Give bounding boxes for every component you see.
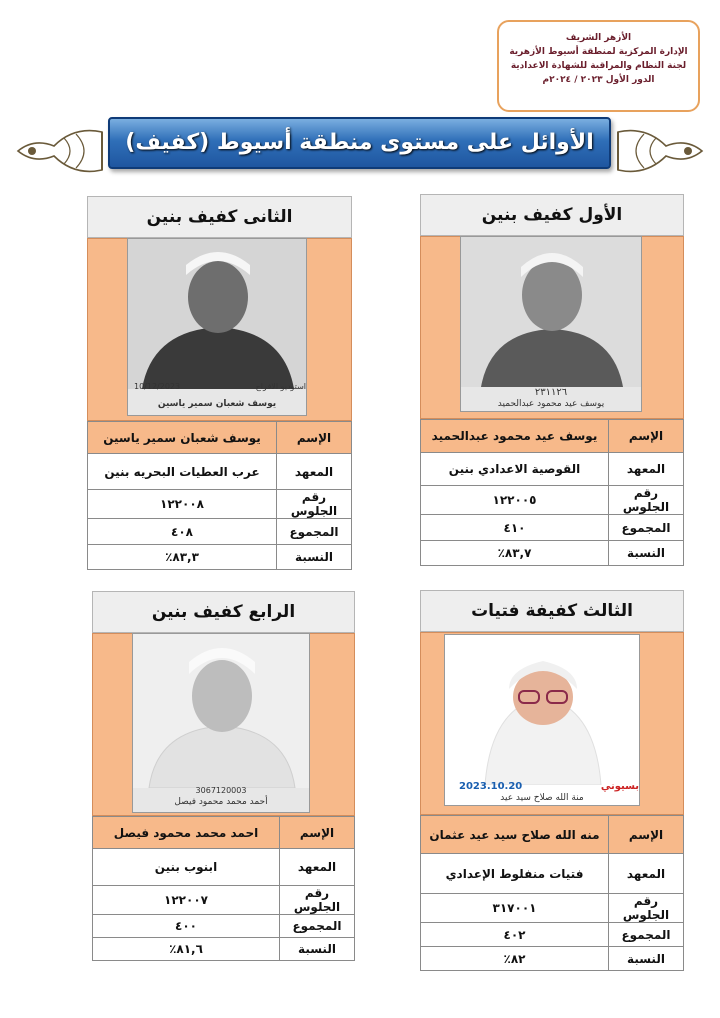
- institute-value: فتيات منفلوط الإعدادي: [421, 854, 609, 894]
- label-percent: النسبة: [277, 545, 352, 570]
- card-first-boys: [420, 194, 684, 564]
- photo-number: ٢٣١١٢٦: [534, 387, 568, 398]
- photo-caption: يوسف عيد محمود عبدالحميد: [497, 399, 605, 409]
- label-total: المجموع: [277, 519, 352, 545]
- total-value: ٤١٠: [421, 515, 609, 541]
- label-institute: المعهد: [609, 854, 684, 894]
- person-portrait-icon: [128, 239, 307, 389]
- label-name: الإسم: [277, 422, 352, 454]
- right-ornament-icon: [614, 118, 706, 184]
- card-third-girls: [420, 590, 684, 966]
- percent-value: ٨٢٪: [421, 947, 609, 971]
- stamp-line-3: لجنة النظام والمراقبة للشهادة الاعدادية: [510, 61, 687, 71]
- label-total: المجموع: [280, 915, 355, 938]
- label-total: المجموع: [609, 515, 684, 541]
- student-name: يوسف عيد محمود عبدالحميد: [421, 420, 609, 453]
- label-percent: النسبة: [609, 541, 684, 566]
- seat-value: ١٢٢٠٠٥: [421, 486, 609, 515]
- stamp-line-2: الإدارة المركزية لمنطقة أسيوط الأزهرية: [509, 47, 688, 57]
- card-second-boys: [87, 196, 352, 566]
- card-title: الثالث كفيفة فتيات: [420, 590, 684, 632]
- total-value: ٤٠٢: [421, 923, 609, 947]
- label-name: الإسم: [609, 816, 684, 854]
- photo-caption: منة الله صلاح سيد عيد: [500, 793, 584, 803]
- info-table: [420, 419, 684, 566]
- photo-date: 2023.10.20: [459, 781, 523, 792]
- percent-value: ٨٣,٧٪: [421, 541, 609, 566]
- student-name: احمد محمد محمود فيصل: [93, 817, 280, 849]
- student-photo: [132, 633, 310, 813]
- photo-stamp: استوديو الافراح: [255, 382, 306, 391]
- card-fourth-boys: [92, 591, 355, 961]
- stamp-line-1: الأزهر الشريف: [565, 33, 632, 43]
- label-name: الإسم: [280, 817, 355, 849]
- photo-number: 3067120003: [195, 786, 247, 795]
- total-value: ٤٠٨: [88, 519, 277, 545]
- card-title: الثانى كفيف بنين: [87, 196, 352, 238]
- label-seat: رقم الجلوس: [609, 486, 684, 515]
- label-total: المجموع: [609, 923, 684, 947]
- student-name: منه الله صلاح سيد عيد عثمان: [421, 816, 609, 854]
- photo-stamp: بسيوني: [600, 781, 639, 792]
- institute-value: ابنوب بنين: [93, 849, 280, 886]
- seat-value: ٣١٧٠٠١: [421, 894, 609, 923]
- header-stamp: [497, 20, 700, 112]
- student-photo: [444, 634, 640, 806]
- person-portrait-icon: [445, 635, 640, 785]
- label-institute: المعهد: [609, 453, 684, 486]
- label-percent: النسبة: [609, 947, 684, 971]
- info-table: [420, 815, 684, 971]
- person-portrait-icon: [461, 237, 642, 387]
- seat-value: ١٢٢٠٠٧: [93, 886, 280, 915]
- label-seat: رقم الجلوس: [609, 894, 684, 923]
- student-name: يوسف شعبان سمير ياسين: [88, 422, 277, 454]
- info-table: [92, 816, 355, 961]
- institute-value: القوصية الاعدادي بنين: [421, 453, 609, 486]
- card-title: الرابع كفيف بنين: [92, 591, 355, 633]
- photo-caption: يوسف شعبان سمير ياسين: [157, 399, 277, 409]
- person-portrait-icon: [133, 634, 310, 788]
- percent-value: ٨١,٦٪: [93, 938, 280, 961]
- student-photo: [460, 236, 642, 412]
- info-table: [87, 421, 352, 570]
- label-seat: رقم الجلوس: [277, 490, 352, 519]
- seat-value: ١٢٢٠٠٨: [88, 490, 277, 519]
- left-ornament-icon: [14, 118, 106, 184]
- student-photo: [127, 238, 307, 416]
- label-percent: النسبة: [280, 938, 355, 961]
- label-institute: المعهد: [280, 849, 355, 886]
- label-name: الإسم: [609, 420, 684, 453]
- card-title: الأول كفيف بنين: [420, 194, 684, 236]
- percent-value: ٨٣,٣٪: [88, 545, 277, 570]
- stamp-line-4: الدور الأول ٢٠٢٣ / ٢٠٢٤م: [542, 75, 655, 85]
- page-title-banner: الأوائل على مستوى منطقة أسيوط (كفيف): [108, 117, 611, 169]
- label-institute: المعهد: [277, 454, 352, 490]
- label-seat: رقم الجلوس: [280, 886, 355, 915]
- photo-date: 10/12/2023: [134, 382, 181, 391]
- total-value: ٤٠٠: [93, 915, 280, 938]
- institute-value: عرب العطيات البحريه بنين: [88, 454, 277, 490]
- photo-caption: أحمد محمد محمود فيصل: [174, 797, 268, 807]
